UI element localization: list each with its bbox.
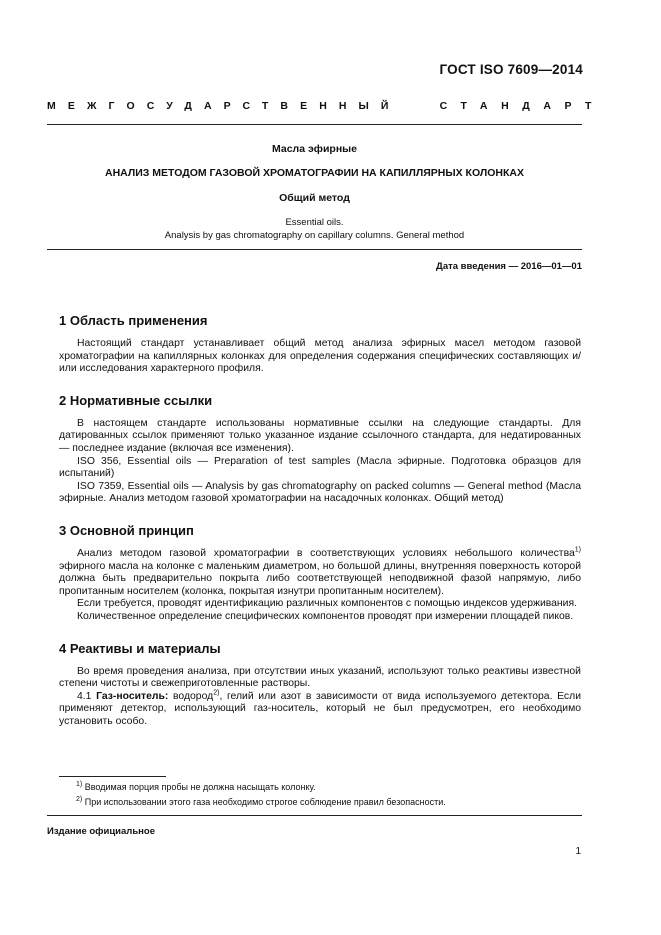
standard-code: ГОСТ ISO 7609—2014: [439, 62, 583, 77]
document-body: [59, 313, 581, 745]
section-principle: [59, 523, 581, 624]
text: Анализ методом газовой хроматографии в соответствующих условиях небольшого количества: [77, 547, 575, 559]
section-heading: 4 Реактивы и материалы: [59, 640, 221, 656]
banner-right-text: СТАНДАРТ: [439, 100, 605, 112]
paragraph: [59, 548, 581, 598]
introduction-date: Дата введения — 2016—01—01: [436, 261, 582, 272]
paragraph: Если требуется, проводят идентификацию различных компонентов с помощью индексов удерживания.: [77, 598, 577, 610]
section-heading: 1 Область применения: [59, 313, 208, 328]
footnote-mark: 2): [76, 796, 83, 803]
paragraph: В настоящем стандарте использованы нормативные ссылки на следующие стандарты. Для датированных ссылок применяют только указанное издание ссылочного стандарта, для недатированных — последнее издание (включая все изменения).: [59, 417, 581, 454]
text: , гелий или азот в зависимости от вида используемого детектора. Если применяют детектор, использующий газ-носитель, который не был предусмотрен, его необходимо установить особо.: [59, 690, 581, 727]
title-divider: [47, 249, 582, 250]
text: эфирного масла на колонке с маленьким диаметром, но большой длины, внутренняя поверхность которой должна быть предварительно покрыта либо соответствующей неподвижной фазой напрямую, либо пропитанным носителем (колонка, покрытая изнутри пропитанным носителем).: [59, 560, 581, 597]
term-carrier-gas: Газ-носитель:: [96, 690, 169, 702]
footnote-1: [76, 782, 316, 792]
footnote-text: Вводимая порция пробы не должна насыщать колонку.: [82, 782, 316, 792]
reference-iso-356: ISO 356, Essential oils — Preparation of test samples (Масла эфирные. Подготовка образцов для испытаний): [59, 455, 581, 480]
footer-divider: [47, 815, 582, 816]
section-heading: 2 Нормативные ссылки: [59, 392, 213, 408]
footnote-divider: [59, 776, 166, 777]
title-main: АНАЛИЗ МЕТОДОМ ГАЗОВОЙ ХРОМАТОГРАФИИ НА КАПИЛЛЯРНЫХ КОЛОНКАХ: [105, 167, 524, 179]
clause-number: 4.1: [77, 690, 97, 702]
banner-left-text: МЕЖГОСУДАРСТВЕННЫЙ: [47, 100, 401, 112]
footnote-ref-2: 2): [213, 689, 220, 697]
title-english-line2: Analysis by gas chromatography on capillary columns. General method: [164, 230, 465, 241]
footnote-ref-1: 1): [574, 546, 581, 554]
title-general: Общий метод: [279, 192, 350, 204]
paragraph-carrier-gas: [59, 691, 581, 729]
paragraph: Количественное определение специфических компонентов проводят при измерении площадей пиков.: [77, 610, 574, 622]
section-normative-references: [59, 393, 581, 506]
footnote-mark: 1): [76, 781, 83, 788]
footnote-text: При использовании этого газа необходимо строгое соблюдение правил безопасности.: [82, 797, 446, 807]
official-edition: Издание официальное: [47, 826, 155, 837]
page-number: 1: [575, 846, 581, 857]
reference-iso-7359: ISO 7359, Essential oils — Analysis by gas chromatography on packed columns — General method (Масла эфирные. Анализ методом газовой хроматографии на насадочных колонках. Общий метод): [59, 480, 581, 505]
title-english-line1: Essential oils.: [285, 217, 344, 228]
title-subject: Масла эфирные: [272, 143, 357, 155]
section-reagents: [59, 641, 581, 729]
footnote-2: [76, 797, 446, 807]
header-divider: [47, 124, 582, 125]
paragraph: Настоящий стандарт устанавливает общий метод анализа эфирных масел методом газовой хроматографии на капиллярных колонках для определения содержания специфических составляющих и/или исследования характерного профиля.: [59, 338, 581, 375]
section-scope: [59, 313, 581, 376]
paragraph: Во время проведения анализа, при отсутствии иных указаний, используют только реактивы известной степени чистоты и свежеприготовленные растворы.: [59, 665, 581, 690]
text: водород: [168, 690, 214, 702]
section-heading: 3 Основной принцип: [59, 522, 194, 538]
